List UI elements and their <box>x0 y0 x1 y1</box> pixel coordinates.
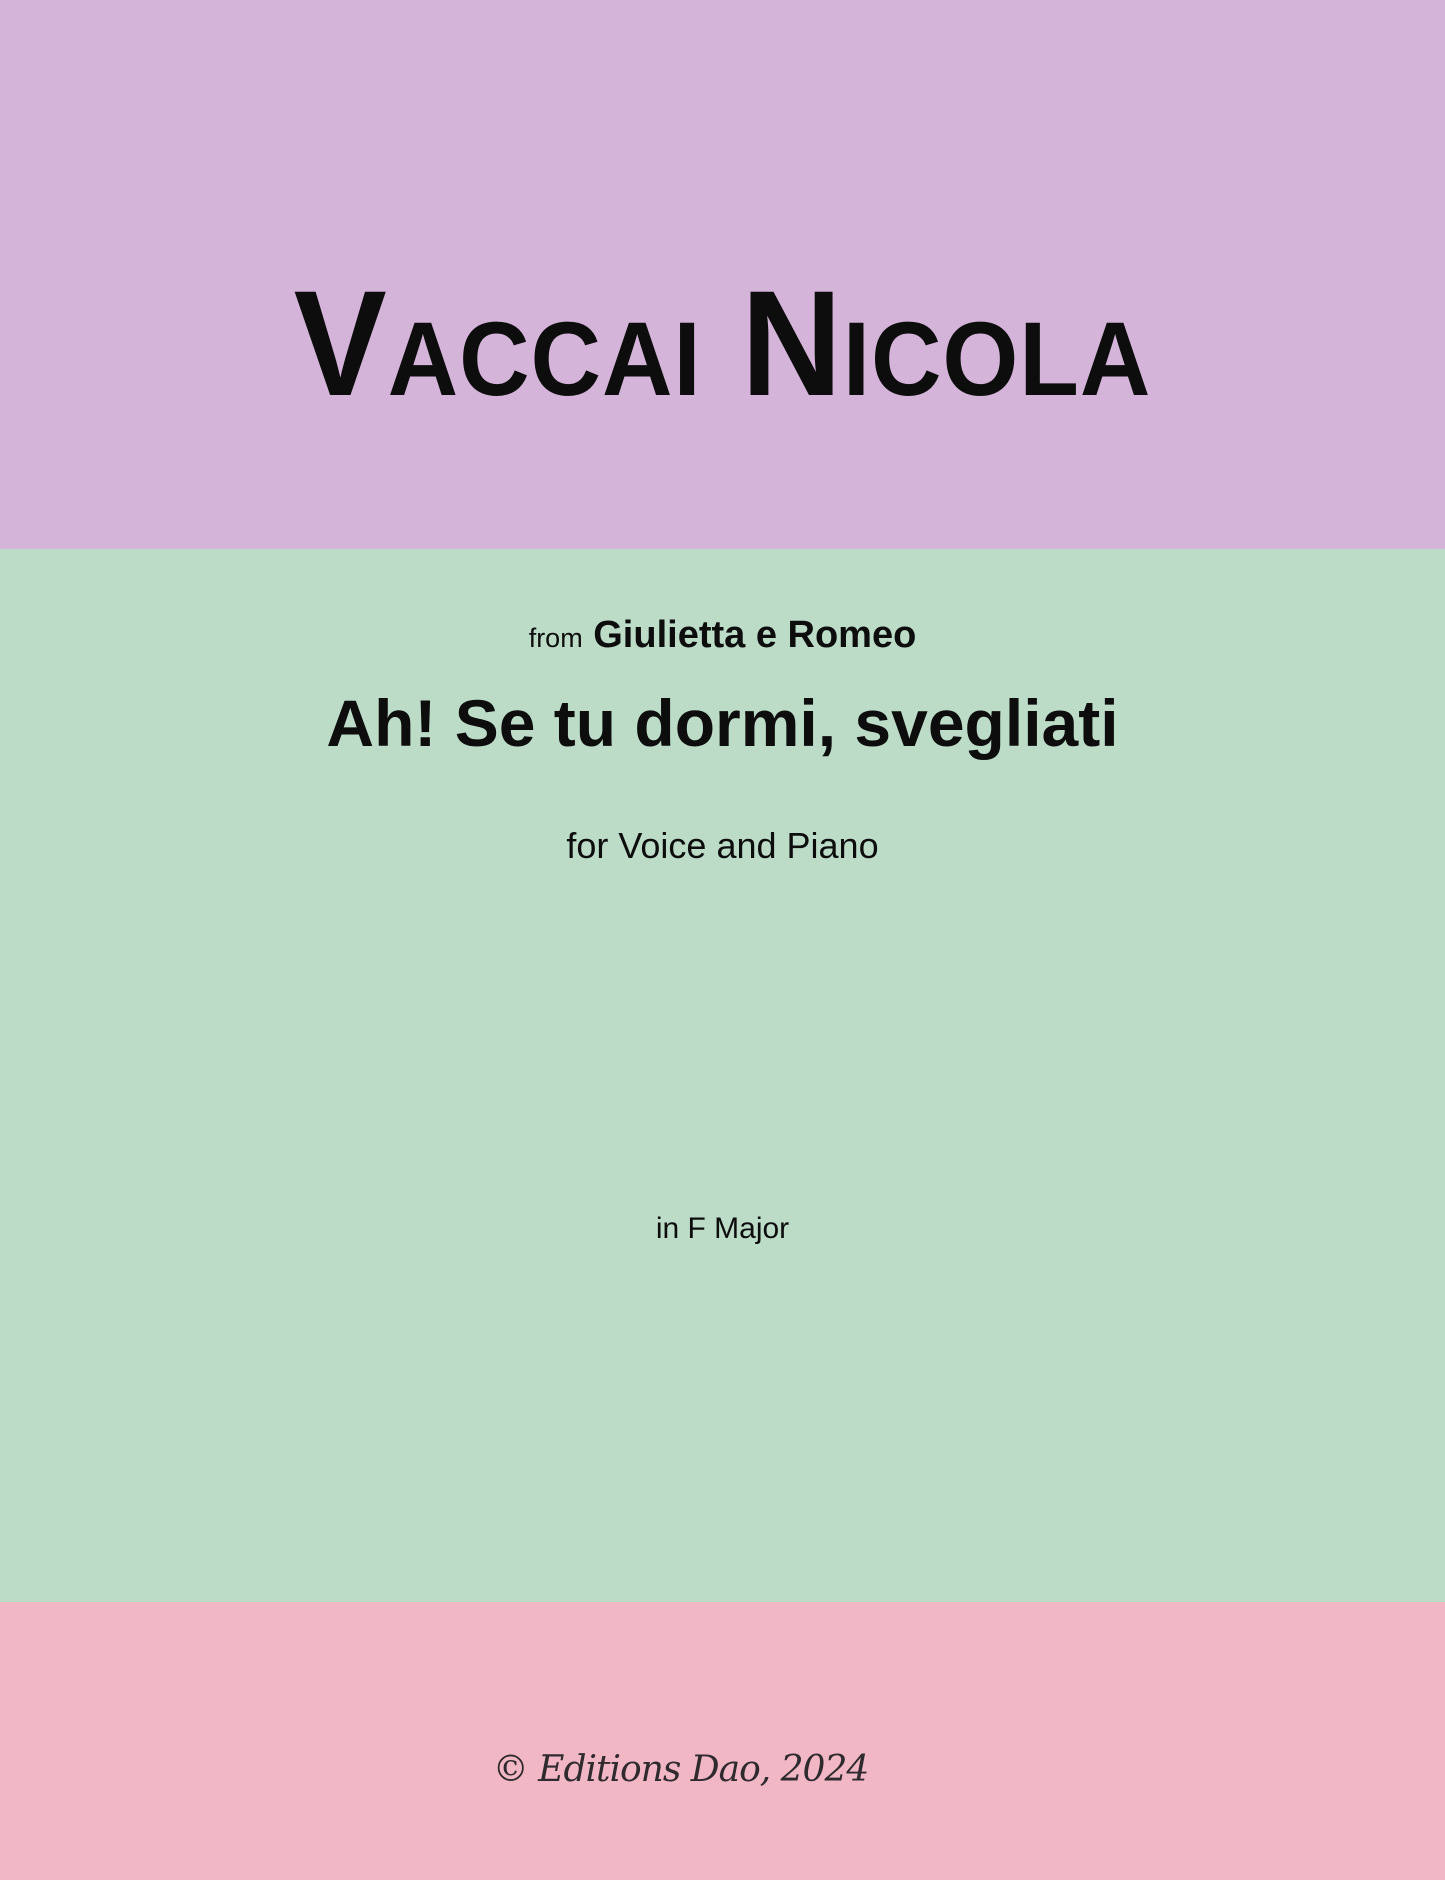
composer-band <box>0 0 1445 549</box>
title-band <box>0 549 1445 1602</box>
work-origin-line <box>0 616 1445 654</box>
copyright-line: © Editions Dao, 2024 <box>492 1749 869 1790</box>
footer-band <box>0 1602 1445 1880</box>
origin-prefix: from <box>528 623 583 653</box>
scoring-line: for Voice and Piano <box>566 825 879 866</box>
song-title: Ah! Se tu dormi, svegliati <box>326 686 1119 760</box>
key-line: in F Major <box>655 1212 790 1245</box>
composer-name: Vaccai Nicola <box>293 259 1152 427</box>
work-title: Giulietta e Romeo <box>593 614 917 656</box>
